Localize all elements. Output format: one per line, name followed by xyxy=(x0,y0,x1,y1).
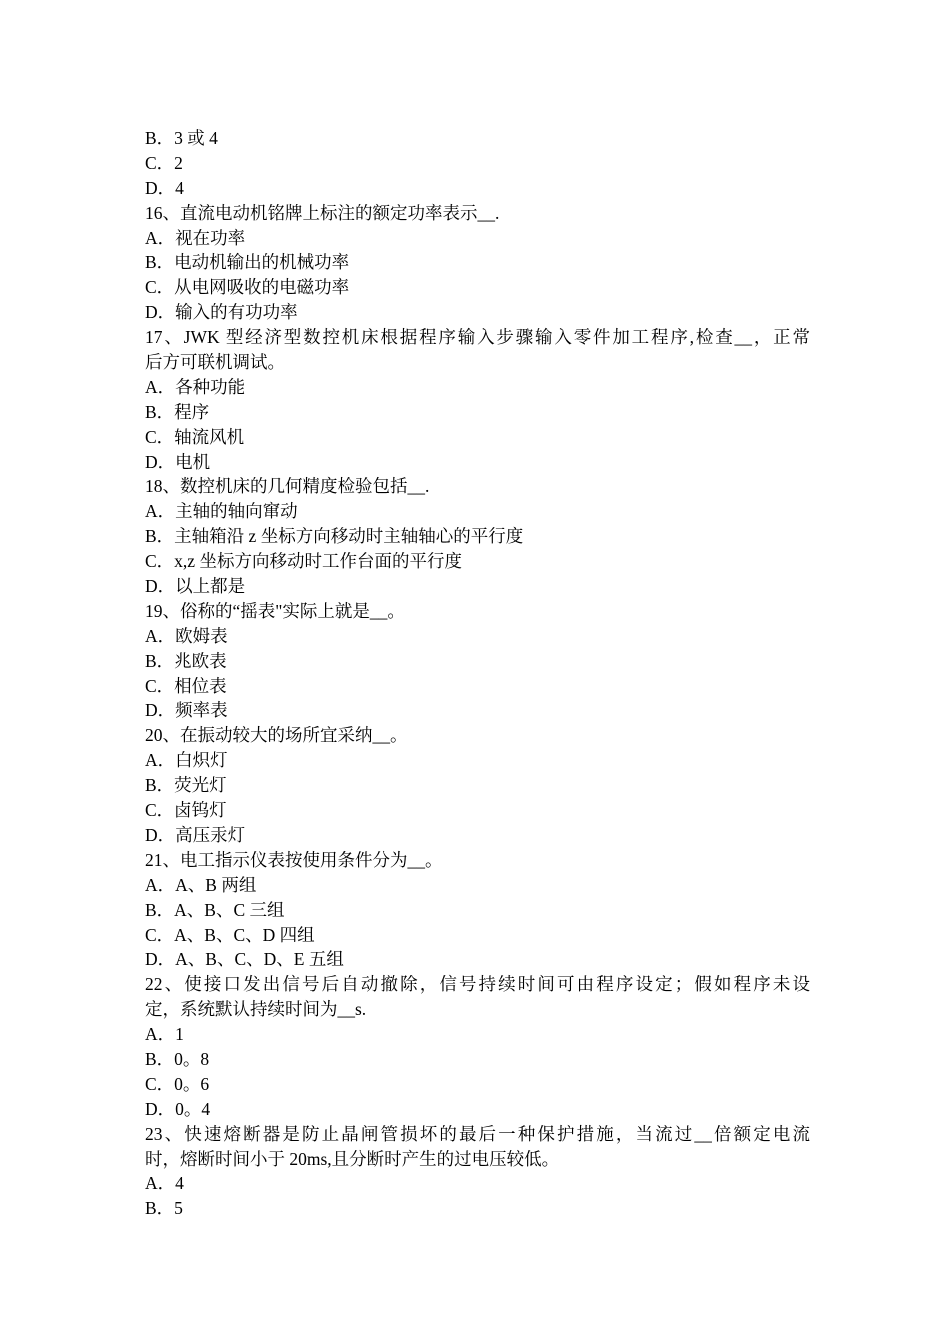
answer-option: D．0。4 xyxy=(145,1098,211,1119)
answer-option: C．从电网吸收的电磁功率 xyxy=(145,277,350,298)
answer-option: B．主轴箱沿 z 坐标方向移动时主轴轴心的平行度 xyxy=(145,526,524,547)
answer-option: C．相位表 xyxy=(145,675,227,696)
question-text-line: 17、JWK 型经济型数控机床根据程序输入步骤输入零件加工程序,检查__，正常 xyxy=(145,327,810,348)
answer-option: A．白炽灯 xyxy=(145,750,228,771)
answer-option: A．A、B 两组 xyxy=(145,874,257,895)
answer-option: D．高压汞灯 xyxy=(145,824,246,845)
answer-option: A．欧姆表 xyxy=(145,625,228,646)
question-text: 16、直流电动机铭牌上标注的额定功率表示__. xyxy=(145,202,500,223)
answer-option: C．x,z 坐标方向移动时工作台面的平行度 xyxy=(145,551,462,572)
answer-option: B．兆欧表 xyxy=(145,650,227,671)
question-text-line: 22、使接口发出信号后自动撤除，信号持续时间可由程序设定；假如程序未设 xyxy=(145,974,810,995)
answer-option: D．频率表 xyxy=(145,700,228,721)
answer-option: C．2 xyxy=(145,152,183,173)
question-text: 20、在振动较大的场所宜采纳__。 xyxy=(145,725,408,746)
answer-option: B．程序 xyxy=(145,401,210,422)
answer-option: B．0。8 xyxy=(145,1048,210,1069)
answer-option: B．荧光灯 xyxy=(145,775,227,796)
answer-option: B．电动机输出的机械功率 xyxy=(145,252,350,273)
question-text: 后方可联机调试。 xyxy=(145,352,285,373)
answer-option: A．4 xyxy=(145,1173,184,1194)
question-text: 19、俗称的“摇表"实际上就是__。 xyxy=(145,600,405,621)
answer-option: D．A、B、C、D、E 五组 xyxy=(145,949,344,970)
answer-option: B．A、B、C 三组 xyxy=(145,899,285,920)
answer-option: D．以上都是 xyxy=(145,576,246,597)
answer-option: A．视在功率 xyxy=(145,227,246,248)
question-text-line: 23、快速熔断器是防止晶闸管损坏的最后一种保护措施，当流过__倍额定电流 xyxy=(145,1123,810,1144)
answer-option: D．4 xyxy=(145,177,184,198)
question-text: 时，熔断时间小于 20ms,且分断时产生的过电压较低。 xyxy=(145,1148,560,1169)
answer-option: C．卤钨灯 xyxy=(145,800,227,821)
question-text: 18、数控机床的几何精度检验包括__. xyxy=(145,476,430,497)
answer-option: A．各种功能 xyxy=(145,376,246,397)
answer-option: C．A、B、C、D 四组 xyxy=(145,924,315,945)
answer-option: D．输入的有功功率 xyxy=(145,302,298,323)
answer-option: B．5 xyxy=(145,1198,183,1219)
answer-option: A．主轴的轴向窜动 xyxy=(145,501,298,522)
answer-option: B．3 或 4 xyxy=(145,128,218,148)
question-text: 21、电工指示仪表按使用条件分为__。 xyxy=(145,849,443,870)
answer-option: C．轴流风机 xyxy=(145,426,245,447)
answer-option: D．电机 xyxy=(145,451,211,472)
answer-option: A．1 xyxy=(145,1024,184,1045)
question-text: 定，系统默认持续时间为__s. xyxy=(145,999,367,1020)
question-list xyxy=(145,126,810,1221)
answer-option: C．0。6 xyxy=(145,1073,210,1094)
